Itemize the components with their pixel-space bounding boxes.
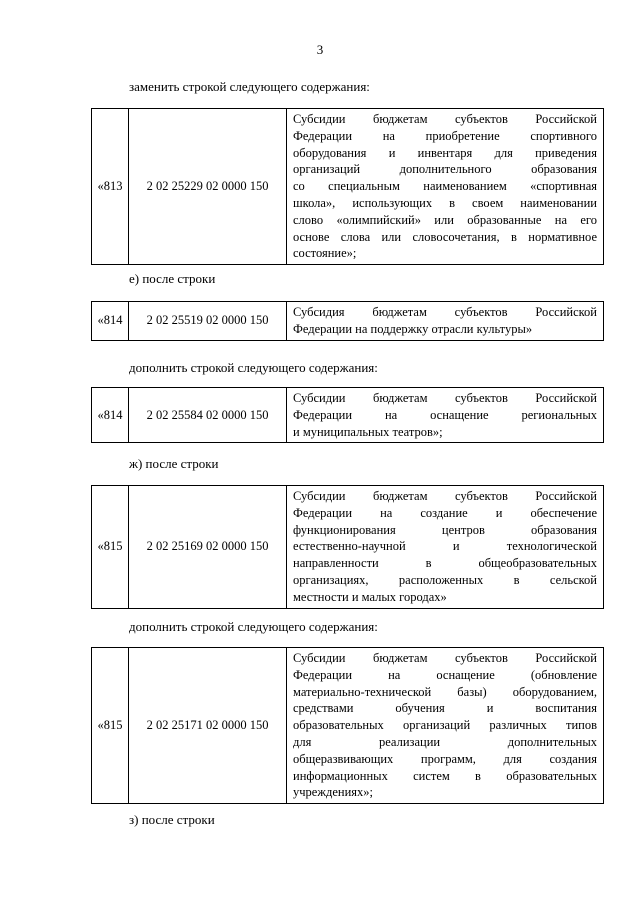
budget-code-table-813 [91, 108, 604, 265]
paragraph-add-row: дополнить строкой следующего содержания: [129, 360, 378, 375]
description-line: материально-технической базы) оборудованием, [293, 684, 597, 699]
row-number-cell: «814 [92, 388, 129, 443]
description-cell [287, 302, 604, 341]
description-line: общеразвивающих программ, для создания [293, 751, 597, 766]
description-cell [287, 388, 604, 443]
description-line: Федерации на создание и обеспечение [293, 505, 597, 520]
table-row [92, 486, 604, 609]
description-line: функционирования центров образования [293, 522, 597, 537]
description-line: со специальным наименованием «спортивная [293, 179, 597, 194]
paragraph-replace-with: заменить строкой следующего содержания: [129, 79, 370, 94]
description-line: Федерации на оснащение региональных [293, 407, 597, 422]
description-line: Федерации на оснащение (обновление [293, 667, 597, 682]
description-line: Федерации на приобретение спортивного [293, 128, 597, 143]
description-line: направленности в общеобразовательных [293, 556, 597, 571]
paragraph-item-z: з) после строки [129, 812, 215, 827]
description-line: и муниципальных театров»; [293, 424, 443, 439]
description-line: местности и малых городах» [293, 589, 447, 604]
description-line: основе слова или словосочетания, в нормативное [293, 229, 597, 244]
description-line: учреждениях»; [293, 785, 373, 800]
description-line: организаций дополнительного образования [293, 162, 597, 177]
description-line: информационных систем в образовательных [293, 768, 597, 783]
description-line: Федерации на поддержку отрасли культуры» [293, 321, 533, 336]
budget-code-cell: 2 02 25229 02 0000 150 [129, 109, 287, 265]
description-line: Субсидии бюджетам субъектов Российской [293, 112, 597, 126]
row-number-cell: «813 [92, 109, 129, 265]
paragraph-item-zh: ж) после строки [129, 456, 219, 471]
budget-code-cell: 2 02 25171 02 0000 150 [129, 648, 287, 804]
description-line: организациях, расположенных в сельской [293, 572, 597, 587]
budget-code-cell: 2 02 25169 02 0000 150 [129, 486, 287, 609]
description-line: школа», использующих в своем наименовании [293, 195, 597, 210]
description-line: естественно-научной и технологической [293, 539, 597, 554]
budget-code-cell: 2 02 25584 02 0000 150 [129, 388, 287, 443]
page-number: 3 [316, 42, 324, 57]
budget-code-table-815-a [91, 485, 604, 609]
description-line: средствами обучения и воспитания [293, 701, 597, 716]
description-line: образовательных организаций различных типов [293, 718, 597, 733]
row-number-cell: «815 [92, 648, 129, 804]
table-row [92, 109, 604, 265]
description-line: Субсидии бюджетам субъектов Российской [293, 651, 597, 665]
table-row [92, 388, 604, 443]
description-cell [287, 109, 604, 265]
description-cell [287, 486, 604, 609]
budget-code-table-814-a [91, 301, 604, 341]
row-number-cell: «814 [92, 302, 129, 341]
budget-code-table-814-b [91, 387, 604, 443]
table-row [92, 302, 604, 341]
description-line: Субсидии бюджетам субъектов Российской [293, 489, 597, 503]
budget-code-table-815-b [91, 647, 604, 804]
paragraph-item-e: е) после строки [129, 271, 216, 286]
description-line: Субсидия бюджетам субъектов Российской [293, 305, 597, 319]
description-line: состояние»; [293, 246, 357, 261]
table-row [92, 648, 604, 804]
description-cell [287, 648, 604, 804]
description-line: для реализации дополнительных [293, 734, 597, 749]
row-number-cell: «815 [92, 486, 129, 609]
budget-code-cell: 2 02 25519 02 0000 150 [129, 302, 287, 341]
description-line: оборудования и инвентаря для приведения [293, 145, 597, 160]
description-line: слово «олимпийский» или образованные на его [293, 212, 597, 227]
description-line: Субсидии бюджетам субъектов Российской [293, 391, 597, 405]
paragraph-add-row-2: дополнить строкой следующего содержания: [129, 619, 378, 634]
